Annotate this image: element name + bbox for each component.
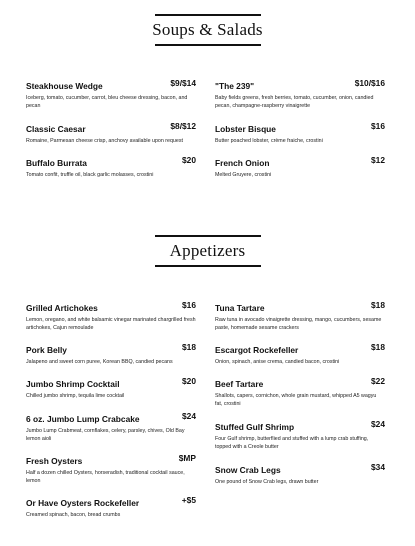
item-price: $10/$16	[354, 78, 385, 88]
item-price: $24	[371, 419, 385, 429]
appetizers-header	[0, 235, 415, 267]
item-name: Stuffed Gulf Shrimp	[215, 422, 295, 432]
item-description: Baby fields greens, fresh berries, tomato, cucumber, onion, candied pecan, champagne-raspberry vinaigrette	[215, 95, 374, 109]
item-name: Buffalo Burrata	[26, 158, 87, 168]
soups-salads-header	[0, 14, 415, 46]
header-rule-bottom	[155, 265, 261, 267]
item-name: Jumbo Shrimp Cocktail	[26, 379, 120, 389]
item-description: Romaine, Parmesan cheese crisp, anchovy available upon request	[26, 138, 183, 144]
item-description: Raw tuna in avocado vinaigrette dressing, mango, cucumbers, sesame paste, homemade sesame crackers	[215, 317, 382, 331]
item-description: Melted Gruyere, crostini	[215, 172, 272, 178]
item-price: $16	[371, 121, 385, 131]
item-price: +$5	[181, 495, 196, 505]
item-description: Jalapeno and sweet corn puree, Korean BBQ, candied pecans	[26, 359, 173, 365]
item-price: $8/$12	[170, 121, 196, 131]
item-price: $18	[371, 342, 385, 352]
item-name: Fresh Oysters	[26, 456, 83, 466]
item-price: $16	[182, 300, 196, 310]
item-description: Onion, spinach, anise crema, candied bacon, crostini	[215, 359, 340, 365]
item-description: Tomato confit, truffle oil, black garlic molasses, crostini	[26, 172, 154, 178]
item-price: $20	[182, 155, 196, 165]
item-name: Pork Belly	[26, 345, 67, 355]
item-description: Lemon, oregano, and white balsamic vinegar marinated chargrilled fresh artichokes, Cajun remoulade	[26, 317, 196, 331]
item-price: $MP	[178, 453, 196, 463]
item-price: $9/$14	[170, 78, 196, 88]
item-price: $18	[182, 342, 196, 352]
item-description: Shallots, capers, cornichon, whole grain mustard, whipped A5 wagyu fat, crostini	[215, 393, 377, 407]
item-description: Half a dozen chilled Oysters, horseradish, traditional cocktail sauce, lemon	[26, 470, 185, 484]
header-rule-top	[155, 14, 261, 16]
soups-salads-title: Soups & Salads	[152, 20, 263, 39]
item-description: Chilled jumbo shrimp, tequila lime cocktail	[26, 393, 125, 399]
item-name: Tuna Tartare	[215, 303, 265, 313]
item-description: Creamed spinach, bacon, bread crumbs	[26, 512, 121, 518]
item-description: Iceberg, tomato, cucumber, carrot, bleu cheese dressing, bacon, and pecan	[26, 95, 188, 109]
item-name: Escargot Rockefeller	[215, 345, 299, 355]
item-name: Or Have Oysters Rockefeller	[26, 498, 140, 508]
item-name: Snow Crab Legs	[215, 465, 281, 475]
item-name: 6 oz. Jumbo Lump Crabcake	[26, 414, 140, 424]
item-description: One pound of Snow Crab legs, drawn butter	[215, 479, 319, 485]
item-description: Jumbo Lump Crabmeat, cornflakes, celery, parsley, chives, Old Bay lemon aioli	[26, 428, 185, 442]
item-price: $34	[371, 462, 385, 472]
appetizers-title: Appetizers	[169, 241, 246, 260]
item-price: $20	[182, 376, 196, 386]
item-description: Four Gulf shrimp, butterflied and stuffed with a lump crab stuffing, topped with a Creole butter	[215, 436, 369, 450]
item-name: "The 239"	[215, 81, 255, 91]
item-price: $12	[371, 155, 385, 165]
item-description: Butter poached lobster, crème fraiche, crostini	[215, 138, 323, 144]
header-rule-top	[155, 235, 261, 237]
item-name: Grilled Artichokes	[26, 303, 98, 313]
item-name: Steakhouse Wedge	[26, 81, 103, 91]
item-name: Lobster Bisque	[215, 124, 276, 134]
item-name: Classic Caesar	[26, 124, 86, 134]
item-price: $24	[182, 411, 196, 421]
item-price: $18	[371, 300, 385, 310]
item-name: French Onion	[215, 158, 270, 168]
item-name: Beef Tartare	[215, 379, 264, 389]
header-rule-bottom	[155, 44, 261, 46]
item-price: $22	[371, 376, 385, 386]
